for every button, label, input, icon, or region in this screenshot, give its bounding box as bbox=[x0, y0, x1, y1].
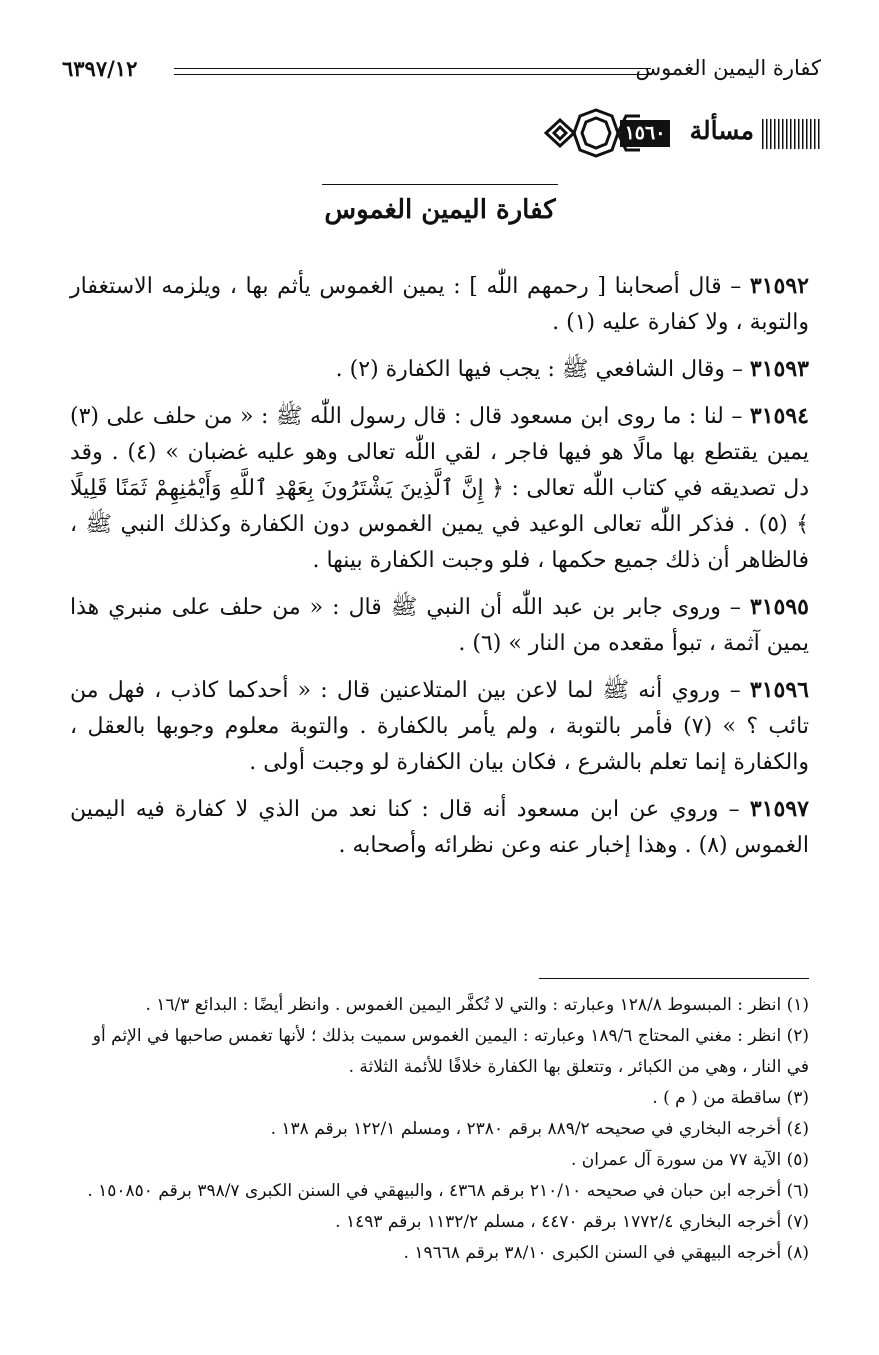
paragraph-number: ٣١٥٩٣ bbox=[749, 356, 809, 382]
paragraph bbox=[70, 398, 809, 579]
paragraph-number: ٣١٥٩٦ bbox=[749, 677, 809, 703]
paragraph-text: – وقال الشافعي ﷺ : يجب فيها الكفارة (٢) . bbox=[335, 357, 750, 382]
footnote-separator bbox=[539, 978, 809, 979]
paragraph-text: – وروى جابر بن عبد اللّٰه أن النبي ﷺ قال : « من حلف على منبري هذا يمين آثمة ، تبوأ مقعده من النار » (٦) . bbox=[70, 595, 809, 656]
paragraph-number: ٣١٥٩٤ bbox=[749, 403, 809, 429]
header-double-rule bbox=[174, 68, 651, 75]
footnote: (٥) الآية ٧٧ من سورة آل عمران . bbox=[570, 1150, 809, 1170]
masala-label: مسألة bbox=[689, 116, 754, 145]
footnote: (٢) انظر : مغني المحتاج ١٨٩/٦ وعبارته : اليمين الغموس سميت بذلك ؛ لأنها تغمس صاحبها في الإثم أو في النار ، وهي من الكبائر ، وتتعلق بها الكفارة خلافًا للأئمة الثلاثة . bbox=[92, 1026, 809, 1077]
section-title: كفارة اليمين الغموس bbox=[322, 184, 558, 236]
footnote: (٤) أخرجه البخاري في صحيحه ٨٨٩/٢ برقم ٢٣٨٠ ، ومسلم ١٢٢/١ برقم ١٣٨ . bbox=[270, 1119, 809, 1139]
paragraph-number: ٣١٥٩٢ bbox=[749, 273, 809, 299]
running-title: كفارة اليمين الغموس bbox=[635, 56, 821, 80]
masala-number: ١٥٦٠ bbox=[620, 120, 670, 147]
paragraph bbox=[70, 791, 809, 864]
footnote: (٣) ساقطة من ( م ) . bbox=[652, 1088, 809, 1108]
main-text bbox=[70, 268, 809, 874]
paragraph-text: – لنا : ما روى ابن مسعود قال : قال رسول اللّٰه ﷺ : « من حلف على (٣) يمين يقتطع بها مالًا هو فيها فاجر ، لقي اللّٰه تعالى وهو عليه غضبان » (٤) . وقد دل تصديقه في كتاب اللّٰه تعالى : ﴿ إِنَّ ٱلَّذِينَ يَشْتَرُونَ بِعَهْدِ ٱللَّهِ وَأَيْمَٰنِهِمْ ثَمَنًا قَلِيلًا ﴾ (٥) . فذكر اللّٰه تعالى الوعيد في يمين الغموس دون الكفارة وكذلك النبي ﷺ ، فالظاهر أن ذلك جميع حكمها ، فلو وجبت الكفارة بينها . bbox=[70, 404, 810, 573]
running-header bbox=[62, 52, 821, 92]
paragraph-text: – وروي أنه ﷺ لما لاعن بين المتلاعنين قال : « أحدكما كاذب ، فهل من تائب ؟ » (٧) فأمر بالتوبة ، ولم يأمر بالكفارة . والتوبة معلوم وجوبها بالعقل ، والكفارة إنما تعلم بالشرع ، فكان بيان الكفارة لو وجبت أولى . bbox=[70, 678, 809, 775]
paragraph bbox=[70, 268, 809, 341]
masala-banner bbox=[540, 106, 820, 160]
footnote: (٦) أخرجه ابن حبان في صحيحه ٢١٠/١٠ برقم ٤٣٦٨ ، والبيهقي في السنن الكبرى ٣٩٨/٧ برقم ١٥٠٨٥٠ . bbox=[87, 1181, 809, 1201]
footnote: (٧) أخرجه البخاري ١٧٧٢/٤ برقم ٤٤٧٠ ، مسلم ١١٣٢/٢ برقم ١٤٩٣ . bbox=[335, 1212, 809, 1232]
paragraph-number: ٣١٥٩٥ bbox=[749, 594, 809, 620]
footnotes bbox=[70, 990, 809, 1269]
footnote: (٨) أخرجه البيهقي في السنن الكبرى ٣٨/١٠ برقم ١٩٦٦٨ . bbox=[403, 1243, 809, 1263]
paragraph bbox=[70, 351, 809, 388]
paragraph bbox=[70, 589, 809, 662]
paragraph-text: – قال أصحابنا [ رحمهم اللّٰه ] : يمين الغموس يأثم بها ، ويلزمه الاستغفار والتوبة ، ولا كفارة عليه (١) . bbox=[70, 274, 809, 335]
paragraph-text: – وروي عن ابن مسعود أنه قال : كنا نعد من الذي لا كفارة فيه اليمين الغموس (٨) . وهذا إخبار عنه وعن نظرائه وأصحابه . bbox=[70, 797, 809, 858]
paragraph bbox=[70, 672, 809, 781]
paragraph-number: ٣١٥٩٧ bbox=[749, 796, 809, 822]
footnote: (١) انظر : المبسوط ١٢٨/٨ وعبارته : والتي لا تُكفَّر اليمين الغموس . وانظر أيضًا : البدائع ١٦/٣ . bbox=[145, 995, 809, 1015]
vertical-bars-ornament bbox=[762, 119, 820, 149]
page-reference: ٦٣٩٧/١٢ bbox=[62, 56, 138, 81]
